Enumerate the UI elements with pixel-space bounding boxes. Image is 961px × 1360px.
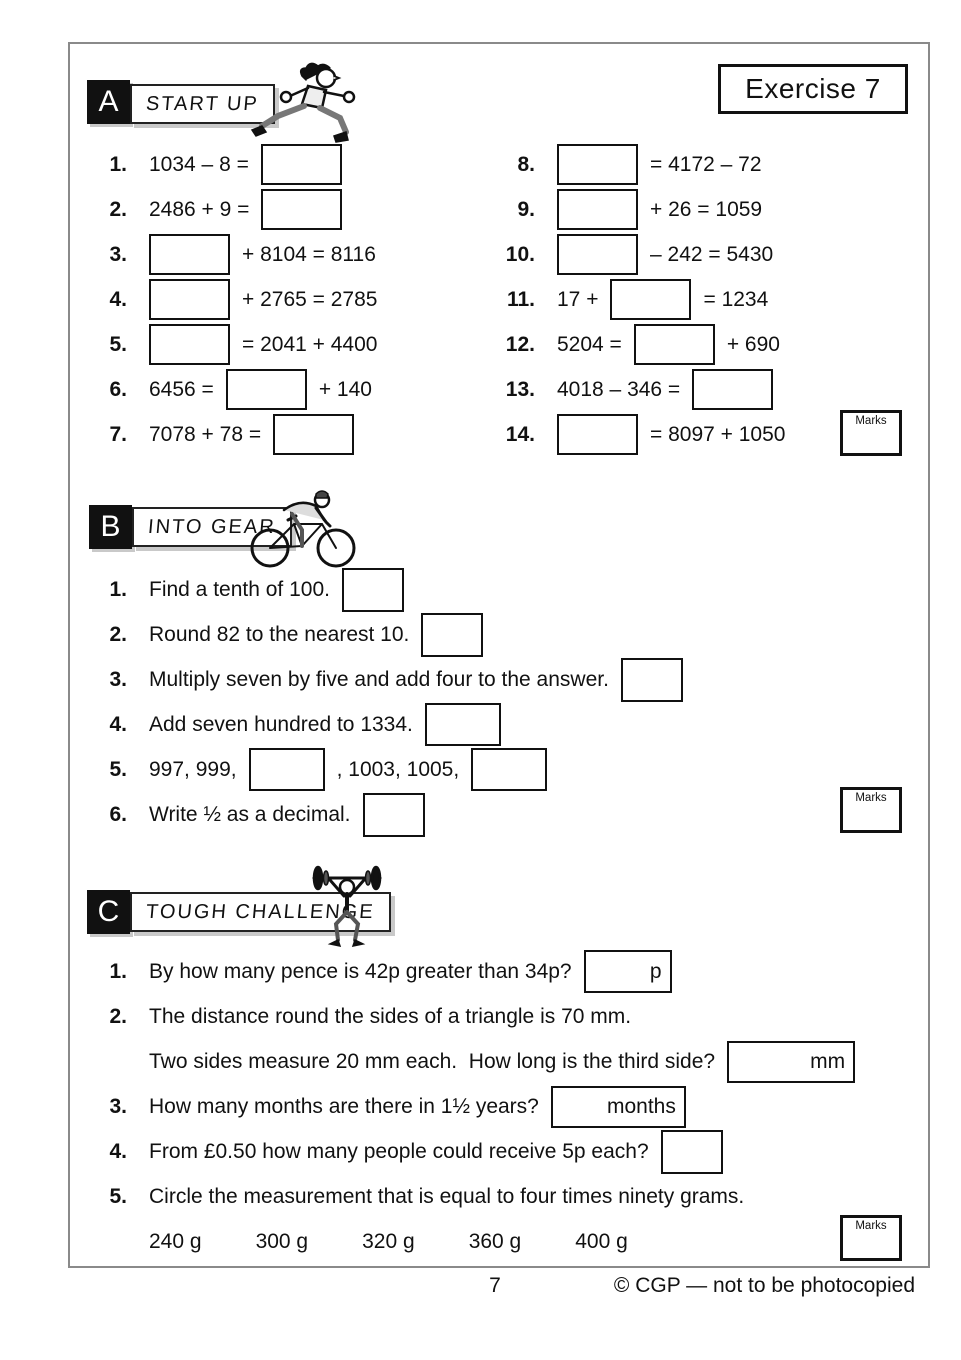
problem-number: 4. — [109, 1139, 127, 1163]
problem-number: 6. — [109, 802, 127, 826]
exercise-label: Exercise 7 — [745, 73, 881, 104]
problem-text: Circle the measurement that is equal to four times ninety grams. — [149, 1184, 745, 1208]
problem-text: + 26 = 1059 — [650, 197, 763, 221]
answer-option[interactable]: 360 g — [468, 1229, 522, 1253]
page-border — [68, 42, 930, 1268]
answer-option[interactable]: 300 g — [255, 1229, 309, 1253]
problem-number: 5. — [109, 332, 127, 356]
problem-text: 5204 = — [557, 332, 622, 356]
problem-row — [83, 1039, 903, 1084]
problem-text: Two sides measure 20 mm each. How long is the third side? — [149, 1049, 716, 1073]
answer-box[interactable] — [727, 1041, 855, 1083]
problem-number: 4. — [109, 287, 127, 311]
problem-text: Add seven hundred to 1334. — [149, 712, 413, 736]
answer-box[interactable] — [634, 324, 715, 365]
problem-text: By how many pence is 42p greater than 34p? — [149, 959, 572, 983]
weightlifter-icon — [308, 864, 386, 950]
problem-row — [83, 187, 483, 232]
problem-row — [83, 322, 483, 367]
answer-box[interactable] — [557, 189, 638, 230]
section-letter: B — [100, 510, 121, 543]
problem-row — [83, 612, 883, 657]
problem-row — [491, 367, 891, 412]
problem-row — [83, 1129, 903, 1174]
exercise-label-box — [718, 64, 908, 114]
problem-number: 13. — [505, 377, 535, 401]
answer-box[interactable] — [249, 748, 325, 791]
answer-box[interactable] — [661, 1130, 723, 1174]
problem-number: 2. — [109, 622, 127, 646]
answer-box[interactable] — [557, 234, 638, 275]
problem-number: 1. — [109, 577, 127, 601]
problem-row — [83, 1174, 903, 1219]
problem-text: – 242 = 5430 — [650, 242, 774, 266]
problem-number: 11. — [506, 287, 535, 311]
section-a-left-column — [83, 142, 483, 457]
problem-text: 17 + — [557, 287, 599, 311]
problem-text: + 690 — [726, 332, 780, 356]
answer-box[interactable] — [621, 658, 683, 702]
answer-box[interactable] — [557, 414, 638, 455]
problem-text: 997, 999, — [149, 757, 237, 781]
problem-row — [83, 1084, 903, 1129]
answer-box[interactable] — [692, 369, 773, 410]
problem-number: 1. — [109, 152, 127, 176]
problem-row — [83, 412, 483, 457]
section-b-letter-badge — [89, 505, 132, 549]
answer-box[interactable] — [273, 414, 354, 455]
problem-number: 4. — [109, 712, 127, 736]
problem-row — [491, 412, 891, 457]
unit-label: p — [649, 959, 662, 983]
problem-text: From £0.50 how many people could receive 5p each? — [149, 1139, 649, 1163]
problem-number: 12. — [505, 332, 535, 356]
problem-number: 5. — [109, 1184, 127, 1208]
problem-row — [83, 367, 483, 412]
problem-number: 2. — [109, 197, 127, 221]
answer-box[interactable] — [425, 703, 501, 746]
answer-box[interactable] — [557, 144, 638, 185]
answer-box[interactable] — [551, 1086, 686, 1128]
problem-text: Multiply seven by five and add four to the answer. — [149, 667, 609, 691]
problem-text: Find a tenth of 100. — [149, 577, 330, 601]
problem-row — [83, 792, 883, 837]
problem-number: 6. — [109, 377, 127, 401]
section-a-right-column — [491, 142, 891, 457]
problem-row — [491, 187, 891, 232]
problem-row — [491, 277, 891, 322]
answer-box[interactable] — [363, 793, 425, 837]
problem-text: + 140 — [318, 377, 372, 401]
problem-row — [83, 657, 883, 702]
section-c-items — [83, 949, 903, 1264]
problem-text: 6456 = — [149, 377, 214, 401]
section-title: START UP — [145, 92, 260, 115]
marks-box-a — [840, 410, 902, 456]
problem-text: 7078 + 78 = — [149, 422, 262, 446]
marks-label: Marks — [855, 792, 887, 804]
marks-box-c — [840, 1215, 902, 1261]
problem-row — [83, 277, 483, 322]
problem-text: = 1234 — [703, 287, 769, 311]
problem-row — [83, 949, 903, 994]
problem-row — [83, 747, 883, 792]
problem-number: 10. — [505, 242, 535, 266]
problem-row — [83, 232, 483, 277]
section-c-letter-badge — [87, 890, 130, 934]
answer-box[interactable] — [149, 234, 230, 275]
problem-row — [491, 322, 891, 367]
problem-row — [491, 142, 891, 187]
marks-label: Marks — [855, 415, 887, 427]
runner-icon — [242, 60, 368, 148]
answer-box[interactable] — [610, 279, 691, 320]
problem-text: = 8097 + 1050 — [650, 422, 786, 446]
problem-number: 2. — [109, 1004, 127, 1028]
unit-label: months — [606, 1094, 676, 1118]
answer-box[interactable] — [584, 950, 672, 993]
section-b-items — [83, 567, 883, 837]
page-number: 7 — [489, 1274, 501, 1297]
problem-text: The distance round the sides of a triangle is 70 mm. — [149, 1004, 632, 1028]
problem-text: = 4172 – 72 — [650, 152, 762, 176]
unit-label: mm — [810, 1049, 846, 1073]
problem-number: 8. — [517, 152, 535, 176]
answer-box[interactable] — [149, 279, 230, 320]
problem-text: How many months are there in 1½ years? — [149, 1094, 539, 1118]
problem-row — [491, 232, 891, 277]
problem-row — [83, 1219, 903, 1264]
answer-option[interactable]: 320 g — [362, 1229, 415, 1253]
problem-number: 14. — [505, 422, 535, 446]
answer-option[interactable]: 400 g — [575, 1229, 628, 1253]
section-letter: C — [97, 895, 120, 928]
problem-text: 4018 – 346 = — [557, 377, 681, 401]
problem-row — [83, 702, 883, 747]
cyclist-icon — [244, 480, 362, 570]
section-title: INTO GEAR — [147, 515, 277, 538]
answer-box[interactable] — [261, 189, 342, 230]
section-title: TOUGH CHALLENGE — [145, 900, 376, 923]
problem-number: 5. — [109, 757, 127, 781]
problem-text: 2486 + 9 = — [149, 197, 250, 221]
problem-text: + 2765 = 2785 — [242, 287, 378, 311]
answer-option[interactable]: 240 g — [149, 1229, 202, 1253]
answer-box[interactable] — [421, 613, 483, 657]
problem-text: Round 82 to the nearest 10. — [149, 622, 410, 646]
problem-row — [83, 994, 903, 1039]
copyright-text: © CGP — not to be photocopied — [613, 1274, 915, 1297]
answer-box[interactable] — [149, 324, 230, 365]
problem-text: = 2041 + 4400 — [242, 332, 378, 356]
answer-box[interactable] — [342, 568, 404, 612]
section-letter: A — [98, 85, 119, 118]
problem-text: + 8104 = 8116 — [242, 242, 376, 266]
problem-number: 3. — [109, 242, 127, 266]
answer-box[interactable] — [471, 748, 547, 791]
marks-label: Marks — [855, 1220, 887, 1232]
answer-box[interactable] — [226, 369, 307, 410]
problem-number: 7. — [109, 422, 127, 446]
problem-number: 9. — [517, 197, 535, 221]
problem-row — [83, 142, 483, 187]
problem-number: 3. — [109, 1094, 127, 1118]
problem-text: Write ½ as a decimal. — [149, 802, 351, 826]
problem-number: 3. — [109, 667, 127, 691]
answer-box[interactable] — [261, 144, 342, 185]
problem-row — [83, 567, 883, 612]
problem-number: 1. — [109, 959, 127, 983]
problem-text: 1034 – 8 = — [149, 152, 249, 176]
section-a-letter-badge — [87, 80, 130, 124]
problem-text: , 1003, 1005, — [336, 757, 460, 781]
marks-box-b — [840, 787, 902, 833]
